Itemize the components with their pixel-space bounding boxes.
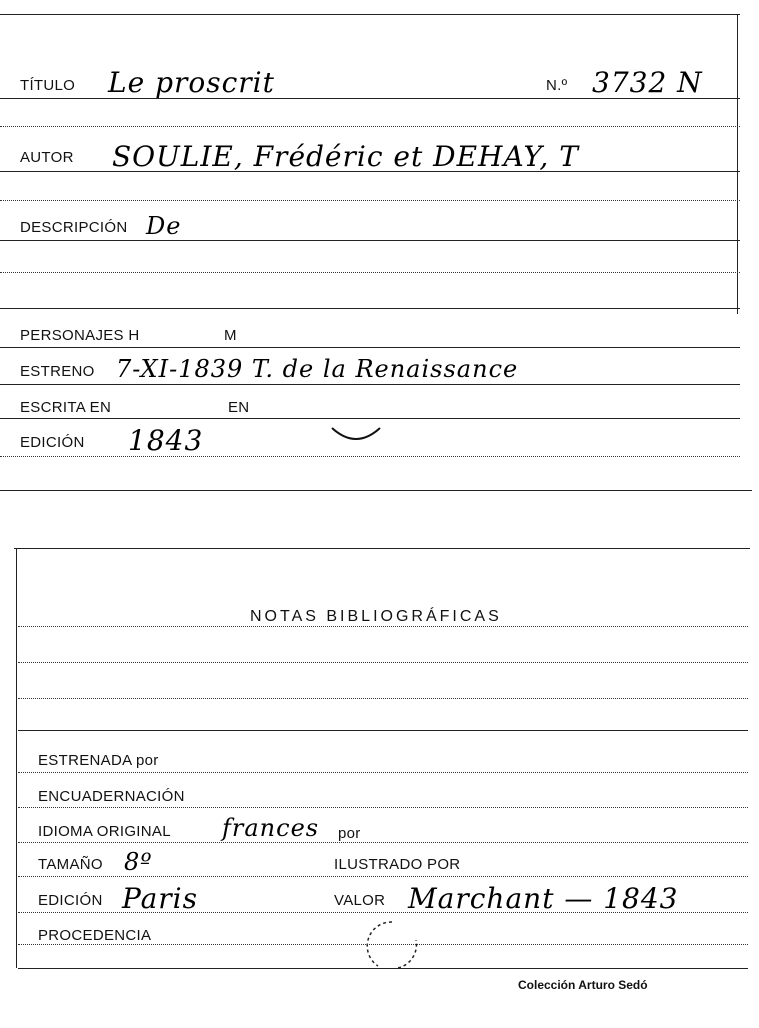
idioma-por-label: por (338, 825, 361, 842)
estreno-label: ESTRENO (20, 363, 95, 380)
autor-label: AUTOR (20, 149, 74, 166)
titulo-rule (0, 98, 740, 99)
rule (18, 662, 748, 663)
edicion-label: EDICIÓN (20, 434, 85, 451)
rule (0, 200, 740, 201)
rule (18, 698, 748, 699)
card2-bottom-border (18, 968, 748, 969)
rule (18, 842, 748, 843)
rule (18, 807, 748, 808)
rule (18, 944, 748, 945)
tamano-label: TAMAÑO (38, 856, 103, 873)
rule (0, 308, 740, 309)
valor-label: VALOR (334, 892, 386, 909)
rule (18, 772, 748, 773)
card-right-border (737, 14, 738, 314)
personajes-m-label: M (224, 327, 237, 344)
catalog-card-bottom (0, 540, 759, 1028)
rule (0, 347, 740, 348)
estreno-value: 7-XI-1839 T. de la Renaissance (116, 355, 519, 383)
descripcion-label: DESCRIPCIÓN (20, 219, 128, 236)
card-top-border (0, 14, 740, 15)
rule (0, 240, 740, 241)
personajes-label: PERSONAJES H (20, 327, 140, 344)
rule (18, 626, 748, 627)
procedencia-label: PROCEDENCIA (38, 927, 152, 944)
idioma-label: IDIOMA ORIGINAL (38, 823, 171, 840)
titulo-label: TÍTULO (20, 77, 76, 94)
numero-label: N.º (546, 77, 568, 94)
rule (0, 272, 740, 273)
card-bottom-border (0, 490, 752, 491)
rule (0, 456, 740, 457)
coleccion-label: Colección Arturo Sedó (518, 978, 648, 992)
edicion2-label: EDICIÓN (38, 892, 103, 909)
autor-value: SOULIE, Frédéric et DEHAY, T (112, 140, 579, 173)
escrita-en-label: EN (228, 399, 250, 416)
rule (18, 912, 748, 913)
titulo-value: Le proscrit (108, 66, 275, 99)
valor-value: Marchant — 1843 (408, 882, 679, 915)
card2-left-border (16, 548, 17, 968)
escrita-label: ESCRITA EN (20, 399, 112, 416)
edicion-value: 1843 (128, 424, 204, 457)
descripcion-value: De (146, 212, 182, 240)
rule (0, 418, 740, 419)
notas-header: NOTAS BIBLIOGRÁFICAS (250, 608, 502, 625)
tamano-value: 8º (124, 848, 153, 876)
rule (0, 171, 740, 172)
ilustrado-label: ILUSTRADO POR (334, 856, 461, 873)
circle-stamp-mark (362, 918, 422, 974)
rule (18, 730, 748, 731)
catalog-card-top (0, 0, 759, 500)
numero-value: 3732 N (592, 66, 703, 99)
idioma-value: frances (222, 814, 320, 842)
stamp-mark (328, 420, 388, 450)
rule (0, 384, 740, 385)
rule (18, 876, 748, 877)
rule (0, 126, 740, 127)
encuadernacion-label: ENCUADERNACIÓN (38, 788, 185, 805)
edicion2-value: Paris (122, 882, 198, 915)
estrenada-label: ESTRENADA por (38, 752, 159, 769)
card2-top-border (14, 548, 750, 549)
